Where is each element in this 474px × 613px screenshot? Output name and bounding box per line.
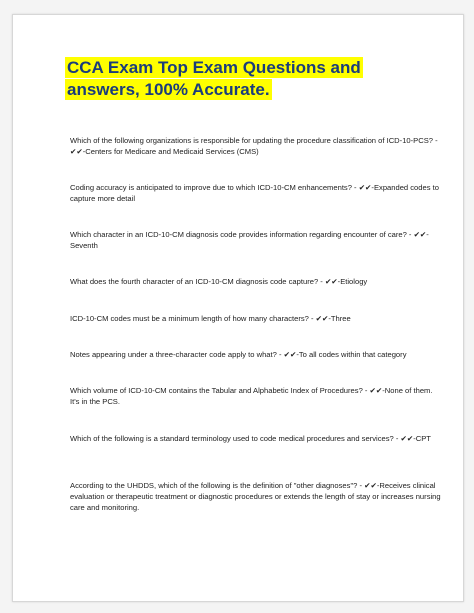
qa-item: Which of the following is a standard terminology used to code medical procedures and services? - ✔✔-CPT <box>70 434 431 443</box>
qa-item: ICD-10-CM codes must be a minimum length of how many characters? - ✔✔-Three <box>70 314 351 323</box>
qa-item: According to the UHDDS, which of the following is the definition of "other diagnoses"? - ✔✔-Receives clinical evaluation or therapeutic treatment or diagnostic procedures or extends the length of stay or increases nursing care and monitoring. <box>70 481 441 512</box>
qa-item: Notes appearing under a three-character code apply to what? - ✔✔-To all codes within that category <box>70 350 407 359</box>
qa-item: Which of the following organizations is responsible for updating the procedure classification of ICD-10-PCS? - ✔✔-Centers for Medicare and Medicaid Services (CMS) <box>70 136 438 156</box>
title-line-1: CCA Exam Top Exam Questions and <box>67 58 361 77</box>
qa-item: Which volume of ICD-10-CM contains the Tabular and Alphabetic Index of Procedures? - ✔✔-None of them. It's in the PCS. <box>70 386 433 406</box>
document-page <box>12 14 464 602</box>
qa-item: Coding accuracy is anticipated to improve due to which ICD-10-CM enhancements? - ✔✔-Expanded codes to capture more detail <box>70 183 439 203</box>
title-line-2: answers, 100% Accurate. <box>67 80 270 99</box>
document-title <box>65 57 431 101</box>
qa-item: Which character in an ICD-10-CM diagnosis code provides information regarding encounter of care? - ✔✔-Seventh <box>70 230 429 250</box>
qa-item: What does the fourth character of an ICD-10-CM diagnosis code capture? - ✔✔-Etiology <box>70 277 368 286</box>
